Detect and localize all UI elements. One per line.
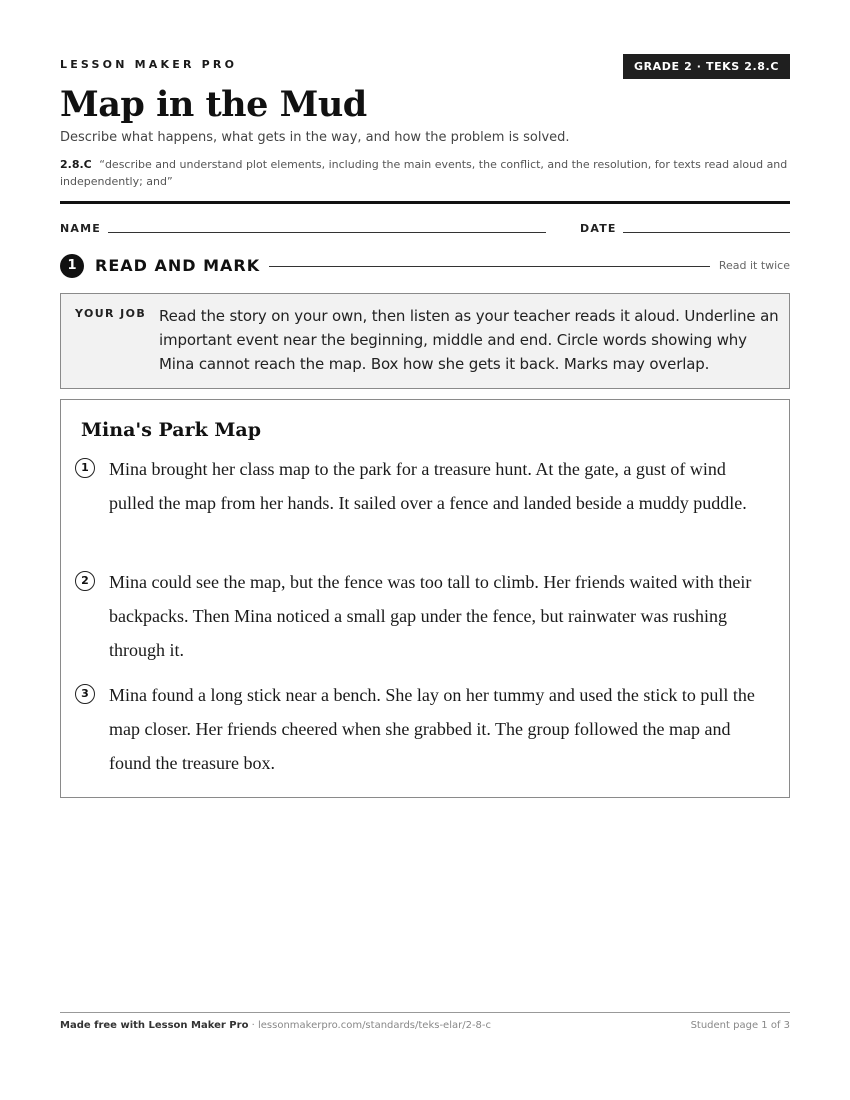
header-divider xyxy=(60,201,790,204)
job-label: YOUR JOB xyxy=(75,307,147,320)
standard-text: “describe and understand plot elements, including the main events, the conflict, and the resolution, for texts read aloud and independently; and” xyxy=(60,158,788,188)
footer-link[interactable]: · lessonmakerpro.com/standards/teks-elar/2-8-c xyxy=(248,1020,492,1031)
date-label: DATE xyxy=(580,222,617,235)
section-title: READ AND MARK xyxy=(95,256,261,275)
paragraph-number-circle: 3 xyxy=(75,684,95,704)
paragraph-text: Mina brought her class map to the park for a treasure hunt. At the gate, a gust of wind pulled the map from her hands. It sailed over a fence and landed beside a muddy puddle. xyxy=(109,459,747,513)
name-date-row xyxy=(60,222,790,236)
section-header-read-and-mark xyxy=(60,254,790,278)
section-divider xyxy=(269,266,710,267)
section-note: Read it twice xyxy=(718,259,790,272)
footer-credit xyxy=(60,1020,491,1031)
job-text: Read the story on your own, then listen as your teacher reads it aloud. Underline an important event near the beginning, middle and end. Circle words showing why Mina cannot reach the map. Box how she gets it back. Marks may overlap. xyxy=(159,307,779,373)
footer-divider xyxy=(60,1012,790,1013)
standard-description xyxy=(60,156,790,190)
paragraph-text: Mina found a long stick near a bench. She lay on her tummy and used the stick to pull the map closer. Her friends cheered when she grabbed it. The group followed the map and found the treasure box. xyxy=(109,685,755,773)
page-title: Map in the Mud xyxy=(60,84,367,125)
job-instructions-box xyxy=(60,293,790,389)
grade-badge: GRADE 2 · TEKS 2.8.C xyxy=(623,54,790,79)
paragraph-number-circle: 2 xyxy=(75,571,95,591)
paragraph-number-circle: 1 xyxy=(75,458,95,478)
worksheet-page xyxy=(60,0,790,1100)
story-box xyxy=(60,399,790,798)
footer-page-number: Student page 1 of 3 xyxy=(690,1020,790,1031)
name-field[interactable] xyxy=(108,232,546,233)
step-number-badge: 1 xyxy=(60,254,84,278)
footer-made-with: Made free with Lesson Maker Pro xyxy=(60,1020,249,1031)
story-title: Mina's Park Map xyxy=(81,419,262,441)
page-subtitle: Describe what happens, what gets in the way, and how the problem is solved. xyxy=(60,130,570,145)
standard-code: 2.8.C xyxy=(60,158,92,171)
paragraph-text: Mina could see the map, but the fence was too tall to climb. Her friends waited with their backpacks. Then Mina noticed a small gap under the fence, but rainwater was rushing through it. xyxy=(109,572,752,660)
brand-name: LESSON MAKER PRO xyxy=(60,58,238,71)
date-field[interactable] xyxy=(623,232,790,233)
name-label: NAME xyxy=(60,222,101,235)
